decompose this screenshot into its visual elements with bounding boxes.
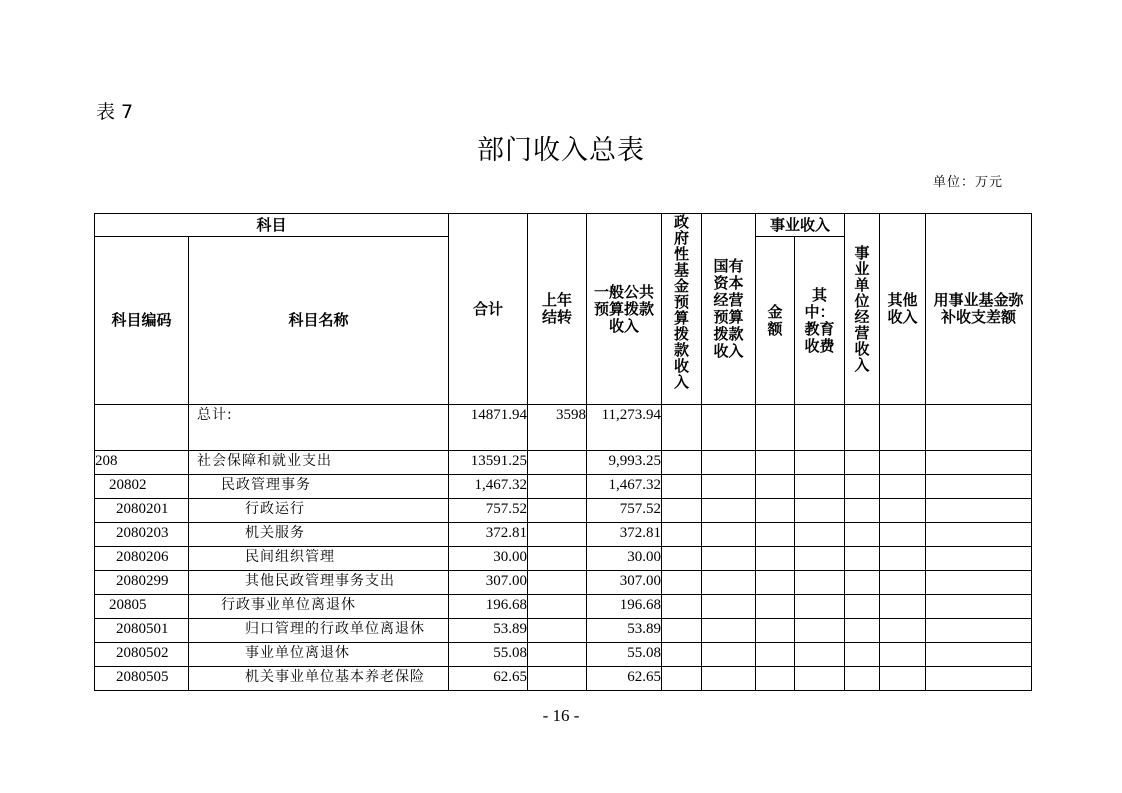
row-general: 30.00 (587, 547, 662, 571)
row-carryover (528, 667, 587, 691)
row-total: 53.89 (449, 619, 528, 643)
row-general: 11,273.94 (587, 405, 662, 451)
row-code: 208 (95, 451, 189, 475)
row-total: 30.00 (449, 547, 528, 571)
row-carryover (528, 451, 587, 475)
header-gov-fund (662, 214, 702, 405)
row-total: 55.08 (449, 643, 528, 667)
row-carryover (528, 571, 587, 595)
row-general: 9,993.25 (587, 451, 662, 475)
header-carryover-text: 上年结转 (542, 291, 573, 326)
header-business-income: 事业收入 (756, 214, 845, 237)
row-code: 20802 (95, 475, 189, 499)
row-general: 53.89 (587, 619, 662, 643)
row-code: 2080299 (95, 571, 189, 595)
row-carryover (528, 595, 587, 619)
row-total: 196.68 (449, 595, 528, 619)
row-total: 757.52 (449, 499, 528, 523)
row-code: 2080502 (95, 643, 189, 667)
row-name: 事业单位离退休 (189, 643, 449, 667)
row-carryover (528, 523, 587, 547)
row-name: 机关服务 (189, 523, 449, 547)
header-other-text: 其他收入 (887, 291, 918, 326)
header-gov-fund-text: 政府性基金预算拨款收入 (674, 213, 690, 391)
row-code: 2080203 (95, 523, 189, 547)
row-name: 行政运行 (189, 499, 449, 523)
header-general-budget-text: 一般公共预算拨款收入 (594, 282, 655, 335)
row-total: 62.65 (449, 667, 528, 691)
row-code (95, 405, 189, 451)
row-code: 2080206 (95, 547, 189, 571)
row-name: 总计: (189, 405, 449, 451)
header-amount-text: 金额 (767, 302, 783, 338)
header-carryover (528, 214, 587, 405)
page-title: 部门收入总表 (477, 135, 645, 166)
row-name: 行政事业单位离退休 (189, 595, 449, 619)
income-table (94, 213, 1032, 691)
header-other (880, 214, 926, 405)
row-code: 2080201 (95, 499, 189, 523)
header-state-capital (702, 214, 756, 405)
row-name: 民间组织管理 (189, 547, 449, 571)
row-total: 372.81 (449, 523, 528, 547)
row-code: 2080505 (95, 667, 189, 691)
header-edu-fee-text: 其中：教育收费 (804, 285, 835, 355)
page-number: - 16 - (542, 706, 580, 725)
header-code: 科目编码 (95, 237, 189, 405)
row-total: 13591.25 (449, 451, 528, 475)
header-fund-offset-text: 用事业基金弥补收支差额 (933, 291, 1024, 326)
row-carryover (528, 547, 587, 571)
header-unit-operating (845, 214, 880, 405)
header-amount (756, 237, 795, 405)
row-total: 307.00 (449, 571, 528, 595)
row-code: 20805 (95, 595, 189, 619)
header-general-budget (587, 214, 662, 405)
header-name: 科目名称 (189, 237, 449, 405)
header-state-capital-text: 国有资本经营预算拨款收入 (713, 257, 744, 360)
row-carryover (528, 643, 587, 667)
row-name: 机关事业单位基本养老保险 (189, 667, 449, 691)
row-general: 1,467.32 (587, 475, 662, 499)
row-general: 62.65 (587, 667, 662, 691)
row-general: 372.81 (587, 523, 662, 547)
row-name: 归口管理的行政单位离退休 (189, 619, 449, 643)
row-general: 196.68 (587, 595, 662, 619)
header-edu-fee (795, 237, 845, 405)
row-general: 55.08 (587, 643, 662, 667)
row-total: 14871.94 (449, 405, 528, 451)
row-carryover (528, 499, 587, 523)
row-name: 其他民政管理事务支出 (189, 571, 449, 595)
row-name: 社会保障和就业支出 (189, 451, 449, 475)
row-carryover (528, 475, 587, 499)
row-carryover (528, 619, 587, 643)
header-total: 合计 (449, 214, 528, 405)
row-total: 1,467.32 (449, 475, 528, 499)
row-code: 2080501 (95, 619, 189, 643)
row-name: 民政管理事务 (189, 475, 449, 499)
header-unit-operating-text: 事业单位经营收入 (854, 244, 870, 374)
row-carryover: 3598 (528, 405, 587, 451)
unit-label: 单位：万元 (933, 175, 1004, 190)
row-general: 757.52 (587, 499, 662, 523)
table-label: 表 7 (96, 101, 134, 123)
header-fund-offset (926, 214, 1032, 405)
row-general: 307.00 (587, 571, 662, 595)
header-subject: 科目 (95, 214, 449, 237)
